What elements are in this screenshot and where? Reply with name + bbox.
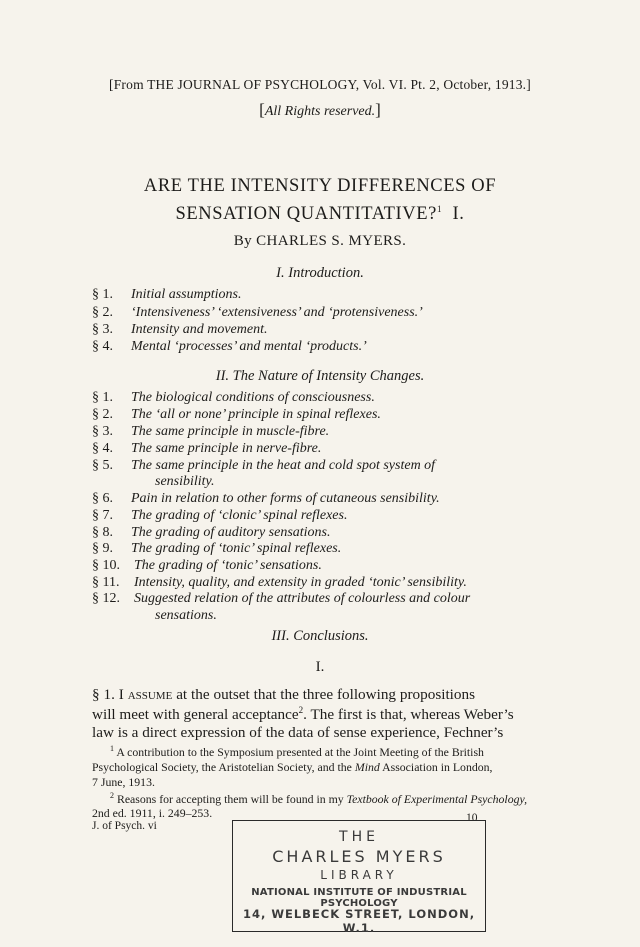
byline: By CHARLES S. MYERS.	[233, 233, 407, 249]
toc-item: § 2. ‘Intensiveness’ ‘extensiveness’ and ‘protensiveness.’	[92, 305, 423, 320]
footnote-1-line-3: 7 June, 1913.	[92, 775, 155, 789]
rights-notice: [All Rights reserved.]	[259, 100, 381, 119]
section-1-heading: I. Introduction.	[276, 265, 364, 281]
footnote-2-line-1: $^2$ Reasons for accepting them will be found in my Textbook of Experimental Psychology,	[110, 791, 528, 806]
toc-item: § 1. Initial assumptions.	[92, 287, 242, 302]
toc-item: § 7. The grading of ‘clonic’ spinal reflexes.	[92, 508, 348, 523]
toc-item: § 8. The grading of auditory sensations.	[92, 525, 331, 540]
body-line-1: § 1. I assume at the outset that the three following propositions	[92, 686, 475, 703]
section-3-heading: III. Conclusions.	[271, 628, 369, 644]
body-line-2: will meet with general acceptance$^2$. The first is that, whereas Weber’s	[92, 705, 514, 724]
stamp-line-1: THE	[339, 829, 379, 845]
toc-item: § 12. Suggested relation of the attributes of colourless and colour	[92, 591, 471, 606]
article-title	[0, 175, 640, 226]
toc-item: § 4. The same principle in nerve-fibre.	[92, 441, 322, 456]
toc-item: § 3. The same principle in muscle-fibre.	[92, 424, 330, 439]
stamp-line-3: LIBRARY	[320, 868, 398, 882]
title-line-2: SENSATION QUANTITATIVE?$^1$ I.	[175, 204, 465, 225]
toc-item: § 6. Pain in relation to other forms of cutaneous sensibility.	[92, 491, 440, 506]
toc-item: § 10. The grading of ‘tonic’ sensations.	[92, 558, 322, 573]
footnote-1-line-2: Psychological Society, the Aristotelian Society, and the Mind Association in London,	[92, 760, 493, 774]
body-line-3: law is a direct expression of the data of sense experience, Fechner’s	[92, 724, 504, 741]
journal-source-line: [From THE JOURNAL OF PSYCHOLOGY, Vol. VI. Pt. 2, October, 1913.]	[109, 77, 531, 92]
title-line-1: ARE THE INTENSITY DIFFERENCES OF	[143, 176, 497, 196]
footnote-ref: 2	[298, 705, 304, 715]
footnote-1-line-1: $^1$ A contribution to the Symposium presented at the Joint Meeting of the British	[110, 744, 484, 759]
toc-item: § 1. The biological conditions of consciousness.	[92, 390, 375, 405]
stamp-line-5: 14, WELBECK STREET, LONDON, W.1.	[242, 907, 476, 935]
stamp-line-4: NATIONAL INSTITUTE OF INDUSTRIAL PSYCHOLOGY	[251, 887, 467, 909]
title-footnote-mark: 1	[436, 204, 443, 214]
library-stamp	[232, 820, 486, 935]
signature-mark: J. of Psych. vi	[92, 820, 157, 832]
toc-item: § 9. The grading of ‘tonic’ spinal reflexes.	[92, 541, 342, 556]
stamp-line-2: CHARLES MYERS	[272, 847, 446, 866]
toc-item: § 11. Intensity, quality, and extensity in graded ‘tonic’ sensibility.	[92, 575, 467, 590]
toc-item: § 2. The ‘all or none’ principle in spinal reflexes.	[92, 407, 381, 422]
toc-item: § 3. Intensity and movement.	[92, 322, 268, 337]
toc-item: § 5. The same principle in the heat and cold spot system of	[92, 458, 436, 473]
toc-item-continuation: sensibility.	[155, 474, 215, 489]
toc-item: § 4. Mental ‘processes’ and mental ‘products.’	[92, 339, 367, 354]
signature-number: 10	[466, 812, 478, 824]
section-2-heading: II. The Nature of Intensity Changes.	[215, 368, 425, 384]
toc-item-continuation: sensations.	[155, 608, 217, 623]
footnote-2-line-2: 2nd ed. 1911, i. 249–253.	[92, 806, 213, 820]
part-heading: I.	[315, 659, 325, 675]
